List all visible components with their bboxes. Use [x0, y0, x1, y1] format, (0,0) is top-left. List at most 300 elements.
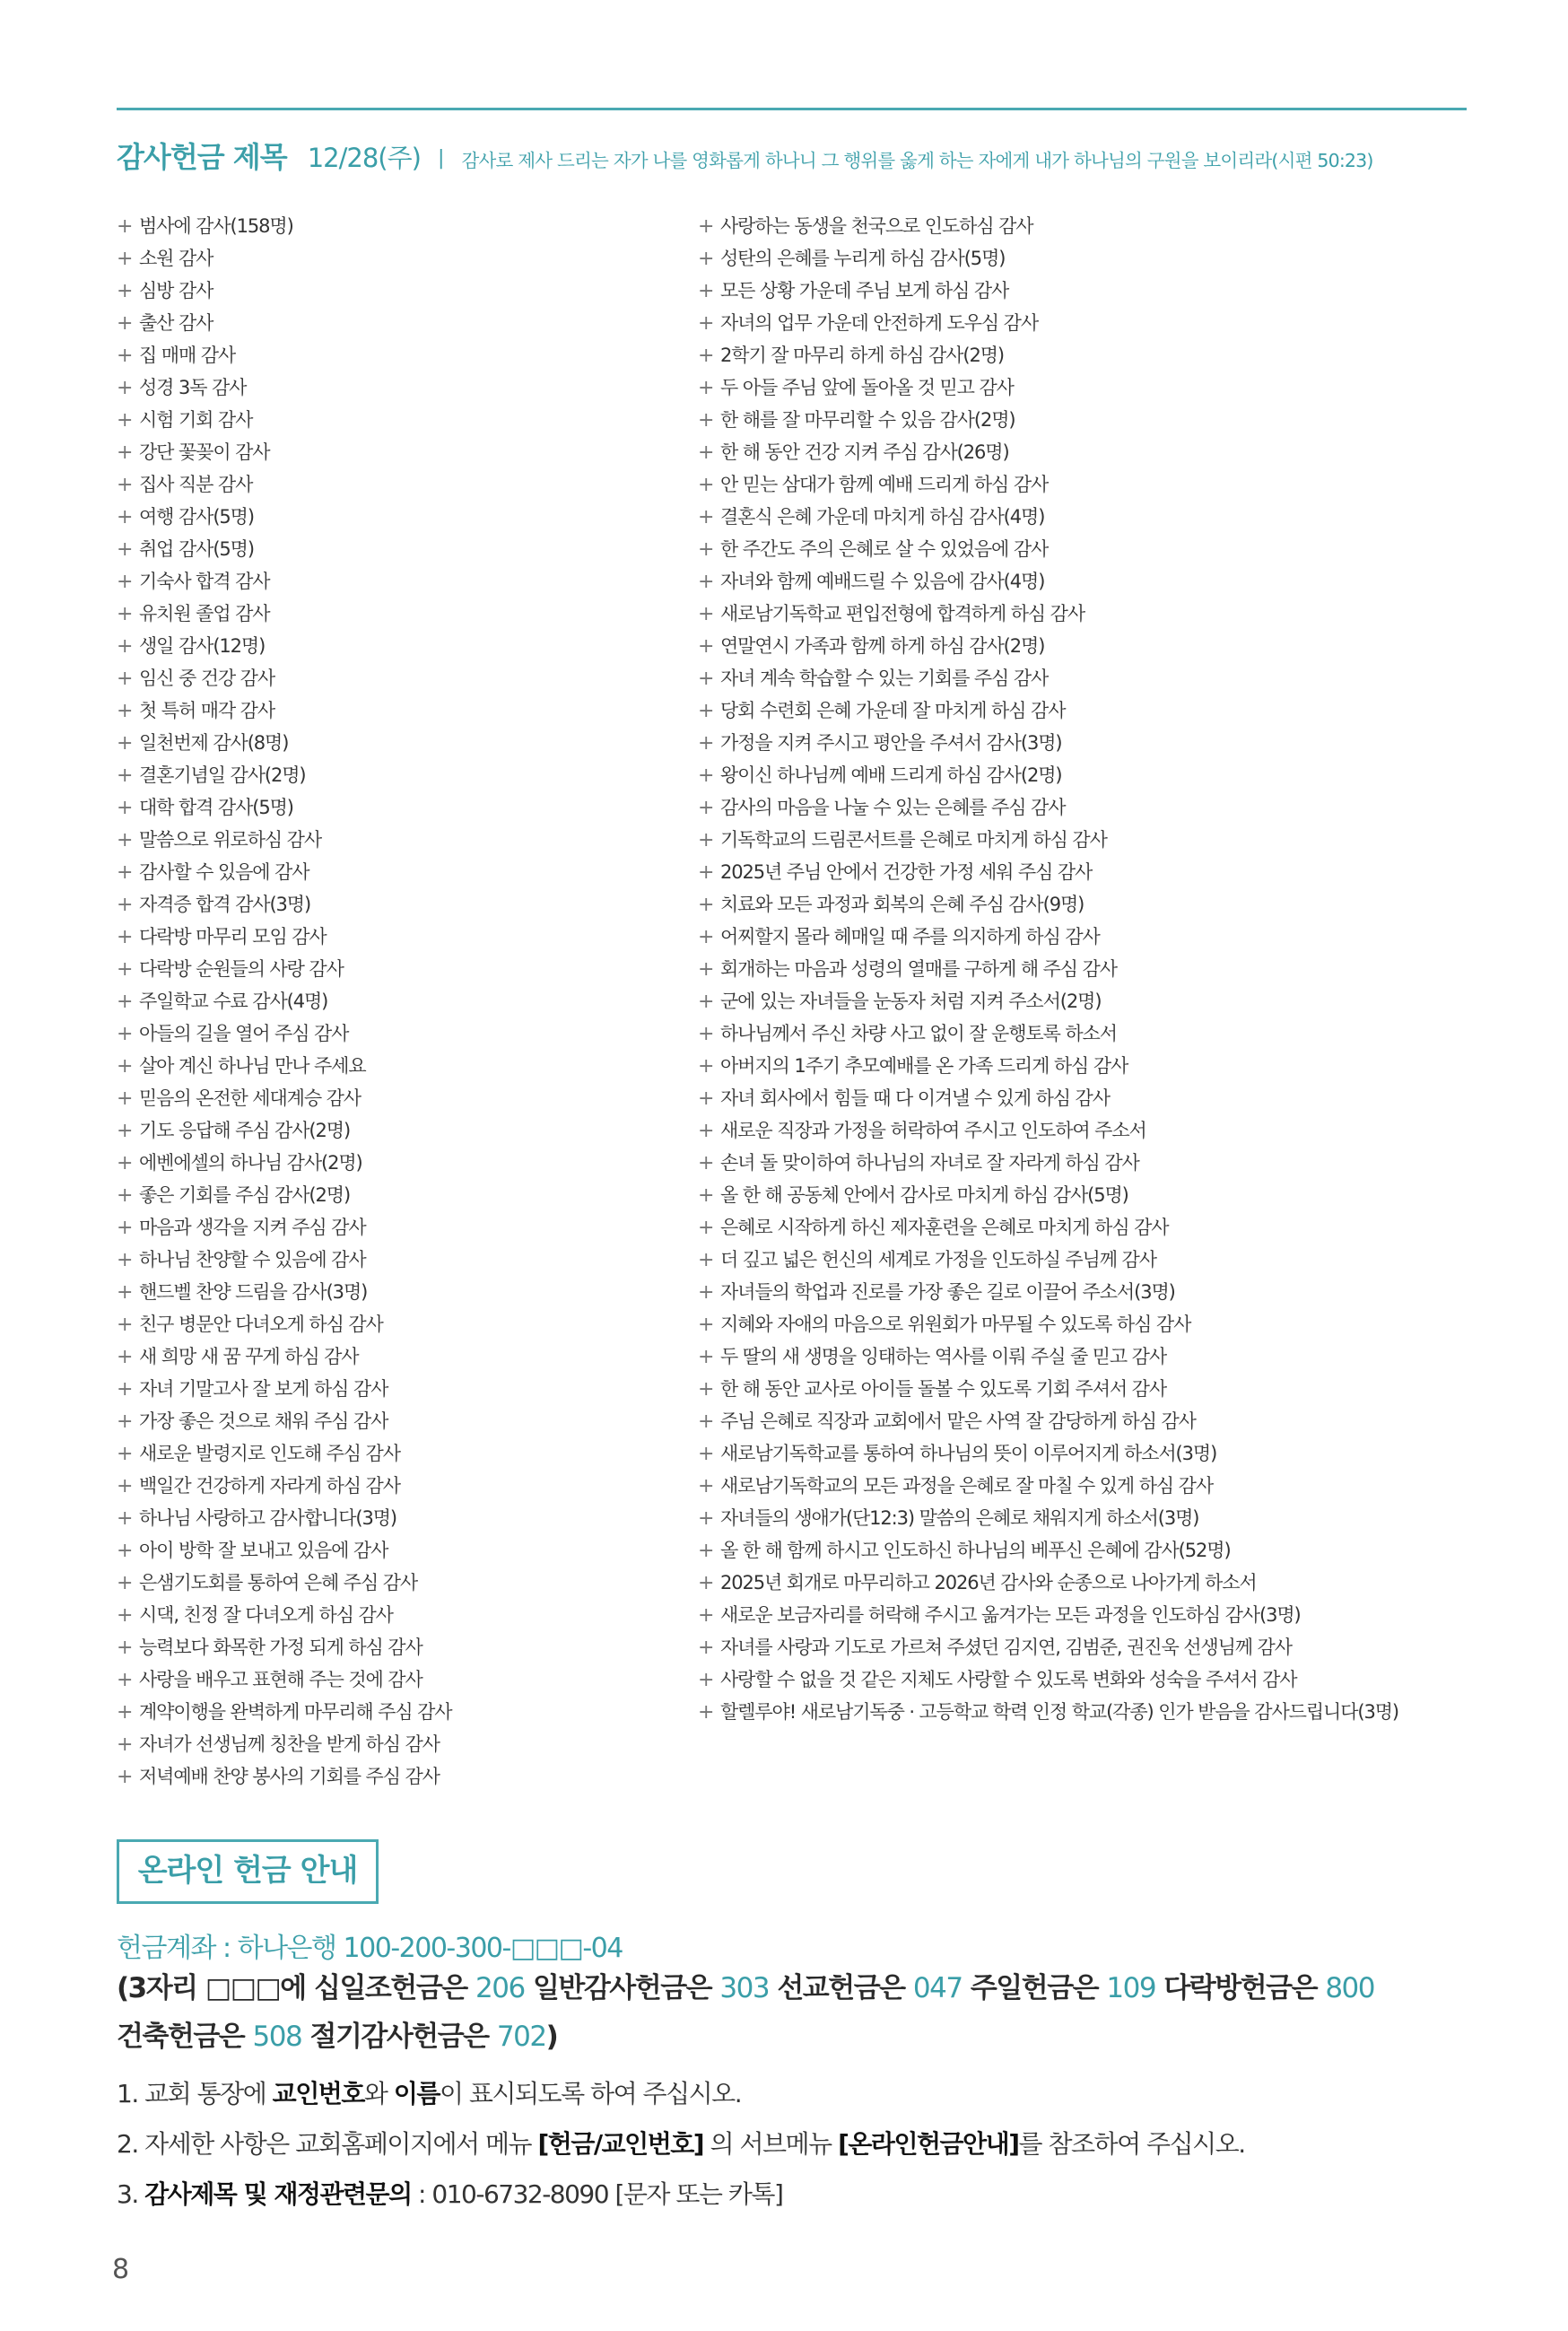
- plus-icon: +: [117, 991, 133, 1013]
- list-item: [117, 1114, 691, 1147]
- plus-icon: +: [117, 1217, 133, 1239]
- plus-icon: +: [698, 1443, 714, 1465]
- list-item: [117, 1599, 691, 1631]
- plus-icon: +: [117, 506, 133, 528]
- header-rule: [117, 108, 1467, 110]
- plus-icon: +: [698, 1669, 714, 1691]
- list-item: [698, 1082, 1487, 1114]
- offering-code-label: 다락방헌금은: [1155, 1972, 1326, 2004]
- list-item-text: 결혼기념일 감사(2명): [139, 764, 306, 786]
- plus-icon: +: [698, 894, 714, 916]
- note-text: 와: [363, 2079, 394, 2108]
- list-item: [117, 1696, 691, 1728]
- plus-icon: +: [698, 1378, 714, 1401]
- list-item: [698, 404, 1487, 436]
- list-item: [698, 565, 1487, 598]
- offering-codes-line-1: [117, 1965, 1516, 2005]
- list-item: [698, 436, 1487, 468]
- list-item-text: 다락방 마무리 모임 감사: [139, 926, 327, 947]
- note-text: 를 참조하여 주십시오.: [1018, 2129, 1245, 2159]
- list-item-text: 믿음의 온전한 세대계승 감사: [139, 1087, 361, 1109]
- list-item-text: 계약이행을 완벽하게 마무리해 주심 감사: [139, 1701, 452, 1723]
- plus-icon: +: [698, 280, 714, 302]
- list-item-text: 취업 감사(5명): [139, 538, 254, 560]
- list-item: [117, 468, 691, 501]
- plus-icon: +: [698, 345, 714, 367]
- offering-code: 047: [912, 1972, 963, 2004]
- list-item: [117, 1276, 691, 1308]
- list-item-text: 성탄의 은혜를 누리게 하심 감사(5명): [720, 248, 1006, 269]
- list-item: [117, 1728, 691, 1760]
- list-item: [117, 856, 691, 888]
- note-text: 1. 교회 통장에: [117, 2079, 273, 2108]
- list-item-text: 하나님 찬양할 수 있음에 감사: [139, 1249, 366, 1270]
- offering-code-label: 건축헌금은: [117, 2021, 253, 2053]
- plus-icon: +: [698, 635, 714, 658]
- list-item: [117, 791, 691, 824]
- list-item-text: 에벤에셀의 하나님 감사(2명): [139, 1152, 362, 1174]
- list-item: [117, 759, 691, 791]
- plus-icon: +: [698, 538, 714, 561]
- list-item-text: 사랑할 수 없을 것 같은 지체도 사랑할 수 있도록 변화와 성숙을 주셔서 감사: [720, 1669, 1297, 1690]
- plus-icon: +: [698, 409, 714, 432]
- offering-code-label: 절기감사헌금은: [301, 2021, 497, 2053]
- plus-icon: +: [698, 829, 714, 851]
- plus-icon: +: [117, 1023, 133, 1045]
- list-item: [117, 1502, 691, 1534]
- list-item: [698, 1502, 1487, 1534]
- note-emphasis: 교인번호: [272, 2079, 364, 2108]
- offering-notes: [117, 2069, 1245, 2220]
- list-item: [698, 1244, 1487, 1276]
- plus-icon: +: [698, 506, 714, 528]
- list-item-text: 새로운 보금자리를 허락해 주시고 옮겨가는 모든 과정을 인도하심 감사(3명): [720, 1604, 1301, 1626]
- list-item-text: 감사할 수 있음에 감사: [139, 861, 309, 883]
- list-item-text: 감사의 마음을 나눌 수 있는 은혜를 주심 감사: [720, 797, 1066, 818]
- list-item: [698, 1308, 1487, 1340]
- list-item-text: 회개하는 마음과 성령의 열매를 구하게 해 주심 감사: [720, 958, 1117, 980]
- plus-icon: +: [698, 1314, 714, 1336]
- plus-icon: +: [698, 1701, 714, 1724]
- list-item: [698, 1114, 1487, 1147]
- list-item-text: 유치원 졸업 감사: [139, 603, 270, 624]
- list-item-text: 2025년 회개로 마무리하고 2026년 감사와 순종으로 나아가게 하소서: [720, 1572, 1257, 1593]
- list-item-text: 모든 상황 가운데 주님 보게 하심 감사: [720, 280, 1009, 301]
- list-item-text: 새로남기독학교의 모든 과정을 은혜로 잘 마칠 수 있게 하심 감사: [720, 1475, 1214, 1497]
- plus-icon: +: [698, 474, 714, 496]
- list-item: [698, 1405, 1487, 1437]
- list-item: [698, 1631, 1487, 1663]
- list-item: [117, 275, 691, 307]
- list-item: [117, 630, 691, 662]
- plus-icon: +: [117, 1120, 133, 1142]
- list-item: [698, 1470, 1487, 1502]
- list-item-text: 자녀가 선생님께 칭찬을 받게 하심 감사: [139, 1733, 440, 1755]
- offering-code-label: (3자리 □□□에 십일조헌금은: [117, 1972, 475, 2004]
- list-item-text: 한 해를 잘 마무리할 수 있음 감사(2명): [720, 409, 1015, 431]
- list-item-text: 가장 좋은 것으로 채워 주심 감사: [139, 1410, 388, 1432]
- note-text: 2. 자세한 사항은 교회홈페이지에서 메뉴: [117, 2129, 538, 2159]
- offering-code: 109: [1106, 1972, 1156, 2004]
- list-item-text: 자녀들의 학업과 진로를 가장 좋은 길로 이끌어 주소서(3명): [720, 1281, 1175, 1303]
- plus-icon: +: [117, 861, 133, 884]
- list-item: [117, 888, 691, 921]
- list-item-text: 자녀들의 생애가(단12:3) 말씀의 은혜로 채워지게 하소서(3명): [720, 1507, 1199, 1529]
- plus-icon: +: [117, 635, 133, 658]
- note-emphasis: [온라인헌금안내]: [838, 2129, 1019, 2159]
- plus-icon: +: [698, 1637, 714, 1659]
- list-item-text: 새로운 발령지로 인도해 주심 감사: [139, 1443, 400, 1464]
- header-separator: |: [438, 147, 445, 170]
- list-item: [698, 1340, 1487, 1373]
- plus-icon: +: [698, 1572, 714, 1594]
- plus-icon: +: [698, 441, 714, 464]
- list-item-text: 자녀의 업무 가운데 안전하게 도우심 감사: [720, 312, 1039, 334]
- list-item-text: 시험 기회 감사: [139, 409, 253, 431]
- list-item: [117, 985, 691, 1017]
- list-item-text: 지혜와 자애의 마음으로 위원회가 마무될 수 있도록 하심 감사: [720, 1314, 1191, 1335]
- plus-icon: +: [698, 764, 714, 787]
- plus-icon: +: [117, 345, 133, 367]
- list-item: [117, 501, 691, 533]
- plus-icon: +: [117, 538, 133, 561]
- list-item: [117, 1340, 691, 1373]
- offering-code-label: 주일헌금은: [962, 1972, 1107, 2004]
- list-item-text: 아들의 길을 열어 주심 감사: [139, 1023, 349, 1044]
- plus-icon: +: [698, 1184, 714, 1207]
- list-item: [117, 1373, 691, 1405]
- list-item: [117, 598, 691, 630]
- offering-code-label: 선교헌금은: [769, 1972, 913, 2004]
- list-item-text: 할렐루야! 새로남기독중 · 고등학교 학력 인정 학교(각종) 인가 받음을 감사드립니다(3명): [720, 1701, 1399, 1723]
- note-emphasis: 이름: [393, 2079, 440, 2108]
- list-item-text: 강단 꽃꽂이 감사: [139, 441, 270, 463]
- plus-icon: +: [117, 1087, 133, 1110]
- list-item: [698, 630, 1487, 662]
- list-item: [117, 1534, 691, 1567]
- plus-icon: +: [698, 1087, 714, 1110]
- list-item: [698, 694, 1487, 727]
- plus-icon: +: [698, 215, 714, 238]
- plus-icon: +: [117, 1733, 133, 1756]
- bank-account: 헌금계좌 : 하나은행 100-200-300-□□□-04: [117, 1933, 623, 1964]
- list-item: [698, 791, 1487, 824]
- list-item: [117, 1147, 691, 1179]
- plus-icon: +: [117, 377, 133, 399]
- list-item: [698, 1663, 1487, 1696]
- list-item: [698, 1147, 1487, 1179]
- plus-icon: +: [698, 1410, 714, 1433]
- list-item-text: 가정을 지켜 주시고 평안을 주셔서 감사(3명): [720, 732, 1062, 754]
- plus-icon: +: [698, 991, 714, 1013]
- note-emphasis: [헌금/교인번호]: [537, 2129, 704, 2159]
- list-item-text: 핸드벨 찬양 드림을 감사(3명): [139, 1281, 368, 1303]
- offering-code: 508: [252, 2021, 302, 2053]
- list-item: [117, 1437, 691, 1470]
- offering-code: 206: [475, 1972, 525, 2004]
- list-item: [117, 307, 691, 339]
- plus-icon: +: [117, 571, 133, 593]
- note-text: 의 서브메뉴: [703, 2129, 839, 2159]
- offering-code: 702: [496, 2021, 546, 2053]
- list-item-text: 기숙사 합격 감사: [139, 571, 270, 592]
- plus-icon: +: [698, 1023, 714, 1045]
- plus-icon: +: [117, 1475, 133, 1497]
- list-item: [698, 1276, 1487, 1308]
- list-item: [117, 953, 691, 985]
- list-item: [117, 1211, 691, 1244]
- list-item-text: 손녀 돌 맞이하여 하나님의 자녀로 잘 자라게 하심 감사: [720, 1152, 1139, 1174]
- list-item: [698, 985, 1487, 1017]
- list-item: [698, 953, 1487, 985]
- plus-icon: +: [698, 926, 714, 948]
- list-item-text: 소원 감사: [139, 248, 213, 269]
- plus-icon: +: [117, 441, 133, 464]
- list-item-text: 더 깊고 넓은 헌신의 세계로 가정을 인도하실 주님께 감사: [720, 1249, 1156, 1270]
- plus-icon: +: [117, 700, 133, 722]
- plus-icon: +: [117, 1314, 133, 1336]
- plus-icon: +: [117, 829, 133, 851]
- section-header: [117, 135, 1480, 176]
- offering-codes-line-2: [117, 2013, 1516, 2054]
- list-item-text: 일천번제 감사(8명): [139, 732, 289, 754]
- thanks-list-left: [117, 210, 691, 1793]
- plus-icon: +: [698, 603, 714, 625]
- online-offering-title: 온라인 헌금 안내: [117, 1839, 379, 1904]
- offering-code: 800: [1325, 1972, 1374, 2004]
- plus-icon: +: [698, 700, 714, 722]
- list-item: [117, 242, 691, 275]
- plus-icon: +: [698, 1055, 714, 1078]
- list-item: [117, 1631, 691, 1663]
- list-item-text: 자녀를 사랑과 기도로 가르쳐 주셨던 김지연, 김범준, 권진욱 선생님께 감사: [720, 1637, 1292, 1658]
- list-item-text: 연말연시 가족과 함께 하게 하심 감사(2명): [720, 635, 1045, 657]
- plus-icon: +: [698, 312, 714, 335]
- plus-icon: +: [698, 248, 714, 270]
- list-item-text: 살아 계신 하나님 만나 주세요: [139, 1055, 366, 1077]
- list-item: [698, 1373, 1487, 1405]
- list-item: [698, 1179, 1487, 1211]
- list-item-text: 심방 감사: [139, 280, 213, 301]
- page-title: 감사헌금 제목: [117, 140, 287, 174]
- plus-icon: +: [698, 1475, 714, 1497]
- list-item-text: 범사에 감사(158명): [139, 215, 293, 237]
- plus-icon: +: [117, 1055, 133, 1078]
- list-item-text: 당회 수련회 은혜 가운데 잘 마치게 하심 감사: [720, 700, 1066, 721]
- list-item-text: 왕이신 하나님께 예배 드리게 하심 감사(2명): [720, 764, 1062, 786]
- list-item-text: 저녁예배 찬양 봉사의 기회를 주심 감사: [139, 1766, 440, 1787]
- list-item-text: 좋은 기회를 주심 감사(2명): [139, 1184, 351, 1206]
- plus-icon: +: [698, 571, 714, 593]
- list-item: [698, 662, 1487, 694]
- list-item: [698, 727, 1487, 759]
- plus-icon: +: [117, 1572, 133, 1594]
- list-item-text: 마음과 생각을 지켜 주심 감사: [139, 1217, 366, 1238]
- page-number: 8: [112, 2254, 130, 2285]
- plus-icon: +: [698, 797, 714, 819]
- list-item-text: 올 한 해 공동체 안에서 감사로 마치게 하심 감사(5명): [720, 1184, 1128, 1206]
- list-item: [698, 275, 1487, 307]
- plus-icon: +: [117, 732, 133, 755]
- service-date: 12/28(주): [307, 143, 421, 173]
- list-item: [698, 1211, 1487, 1244]
- plus-icon: +: [698, 1540, 714, 1562]
- list-item-text: 한 해 동안 건강 지켜 주심 감사(26명): [720, 441, 1009, 463]
- list-item-text: 백일간 건강하게 자라게 하심 감사: [139, 1475, 400, 1497]
- plus-icon: +: [698, 1507, 714, 1530]
- list-item-text: 성경 3독 감사: [139, 377, 247, 398]
- plus-icon: +: [117, 894, 133, 916]
- list-item: [698, 1534, 1487, 1567]
- plus-icon: +: [117, 1443, 133, 1465]
- plus-icon: +: [117, 474, 133, 496]
- list-item-text: 시댁, 친정 잘 다녀오게 하심 감사: [139, 1604, 393, 1626]
- list-item-text: 은혜로 시작하게 하신 제자훈련을 은혜로 마치게 하심 감사: [720, 1217, 1169, 1238]
- list-item-text: 기도 응답해 주심 감사(2명): [139, 1120, 351, 1141]
- note-text: : 010-6732-8090 [문자 또는 카톡]: [411, 2179, 783, 2209]
- list-item: [117, 210, 691, 242]
- plus-icon: +: [698, 1249, 714, 1271]
- plus-icon: +: [117, 1184, 133, 1207]
- list-item: [698, 824, 1487, 856]
- list-item-text: 주님 은혜로 직장과 교회에서 맡은 사역 잘 감당하게 하심 감사: [720, 1410, 1196, 1432]
- list-item-text: 여행 감사(5명): [139, 506, 254, 528]
- note-item: [117, 2119, 1245, 2169]
- plus-icon: +: [117, 603, 133, 625]
- list-item-text: 아버지의 1주기 추모예배를 온 가족 드리게 하심 감사: [720, 1055, 1128, 1077]
- plus-icon: +: [117, 1604, 133, 1627]
- list-item-text: 안 믿는 삼대가 함께 예배 드리게 하심 감사: [720, 474, 1049, 495]
- plus-icon: +: [698, 377, 714, 399]
- list-item-text: 생일 감사(12명): [139, 635, 266, 657]
- list-item-text: 능력보다 화목한 가정 되게 하심 감사: [139, 1637, 422, 1658]
- list-item: [698, 339, 1487, 371]
- list-item: [117, 921, 691, 953]
- list-item-text: 2025년 주님 안에서 건강한 가정 세워 주심 감사: [720, 861, 1093, 883]
- list-item: [698, 242, 1487, 275]
- list-item: [698, 468, 1487, 501]
- plus-icon: +: [117, 668, 133, 690]
- list-item: [117, 565, 691, 598]
- plus-icon: +: [698, 1152, 714, 1174]
- list-item: [117, 1663, 691, 1696]
- list-item-text: 출산 감사: [139, 312, 213, 334]
- list-item-text: 새로남기독학교 편입전형에 합격하게 하심 감사: [720, 603, 1085, 624]
- offering-code: 303: [719, 1972, 770, 2004]
- plus-icon: +: [117, 1249, 133, 1271]
- list-item-text: 하나님께서 주신 차량 사고 없이 잘 운행토록 하소서: [720, 1023, 1117, 1044]
- list-item: [698, 759, 1487, 791]
- list-item-text: 치료와 모든 과정과 회복의 은혜 주심 감사(9명): [720, 894, 1085, 915]
- list-item: [698, 1050, 1487, 1082]
- list-item-text: 집사 직분 감사: [139, 474, 253, 495]
- list-item-text: 군에 있는 자녀들을 눈동자 처럼 지켜 주소서(2명): [720, 991, 1102, 1012]
- list-item: [698, 1017, 1487, 1050]
- plus-icon: +: [117, 1507, 133, 1530]
- list-item-text: 올 한 해 함께 하시고 인도하신 하나님의 베푸신 은혜에 감사(52명): [720, 1540, 1231, 1561]
- plus-icon: +: [117, 1766, 133, 1788]
- list-item: [698, 1437, 1487, 1470]
- list-item-text: 하나님 사랑하고 감사합니다(3명): [139, 1507, 397, 1529]
- scripture-verse: 감사로 제사 드리는 자가 나를 영화롭게 하나니 그 행위를 옳게 하는 자에게 내가 하나님의 구원을 보이리라(시편 50:23): [461, 150, 1373, 171]
- plus-icon: +: [117, 958, 133, 981]
- list-item: [117, 1017, 691, 1050]
- list-item-text: 집 매매 감사: [139, 345, 236, 366]
- plus-icon: +: [698, 1346, 714, 1368]
- list-item: [698, 533, 1487, 565]
- list-item: [117, 436, 691, 468]
- list-item-text: 한 해 동안 교사로 아이들 돌볼 수 있도록 기회 주셔서 감사: [720, 1378, 1167, 1400]
- list-item-text: 주일학교 수료 감사(4명): [139, 991, 328, 1012]
- plus-icon: +: [698, 1604, 714, 1627]
- list-item: [698, 598, 1487, 630]
- list-item: [117, 1567, 691, 1599]
- list-item-text: 아이 방학 잘 보내고 있음에 감사: [139, 1540, 388, 1561]
- list-item: [117, 371, 691, 404]
- plus-icon: +: [117, 1540, 133, 1562]
- list-item: [698, 371, 1487, 404]
- list-item: [117, 662, 691, 694]
- list-item: [698, 1696, 1487, 1728]
- plus-icon: +: [698, 861, 714, 884]
- plus-icon: +: [117, 215, 133, 238]
- list-item-text: 자격증 합격 감사(3명): [139, 894, 311, 915]
- list-item: [698, 501, 1487, 533]
- plus-icon: +: [117, 1701, 133, 1724]
- plus-icon: +: [117, 1410, 133, 1433]
- list-item-text: 사랑하는 동생을 천국으로 인도하심 감사: [720, 215, 1033, 237]
- list-item-text: 새로남기독학교를 통하여 하나님의 뜻이 이루어지게 하소서(3명): [720, 1443, 1217, 1464]
- plus-icon: +: [117, 248, 133, 270]
- list-item: [698, 921, 1487, 953]
- list-item-text: 새로운 직장과 가정을 허락하여 주시고 인도하여 주소서: [720, 1120, 1146, 1141]
- list-item-text: 새 희망 새 꿈 꾸게 하심 감사: [139, 1346, 359, 1367]
- list-item-text: 사랑을 배우고 표현해 주는 것에 감사: [139, 1669, 422, 1690]
- plus-icon: +: [698, 958, 714, 981]
- plus-icon: +: [698, 732, 714, 755]
- thanks-list-right: [698, 210, 1487, 1728]
- plus-icon: +: [117, 409, 133, 432]
- plus-icon: +: [117, 1346, 133, 1368]
- offering-code-label: ): [545, 2021, 558, 2053]
- list-item: [117, 1050, 691, 1082]
- list-item-text: 두 딸의 새 생명을 잉태하는 역사를 이뤄 주실 줄 믿고 감사: [720, 1346, 1167, 1367]
- list-item: [698, 307, 1487, 339]
- plus-icon: +: [117, 312, 133, 335]
- list-item: [117, 824, 691, 856]
- list-item-text: 어찌할지 몰라 헤매일 때 주를 의지하게 하심 감사: [720, 926, 1100, 947]
- note-item: [117, 2169, 1245, 2220]
- list-item: [117, 404, 691, 436]
- list-item: [117, 1760, 691, 1793]
- list-item-text: 두 아들 주님 앞에 돌아올 것 믿고 감사: [720, 377, 1014, 398]
- plus-icon: +: [117, 1152, 133, 1174]
- list-item-text: 임신 중 건강 감사: [139, 668, 275, 689]
- note-emphasis: 감사제목 및 재정관련문의: [144, 2179, 412, 2209]
- list-item-text: 은샘기도회를 통하여 은혜 주심 감사: [139, 1572, 418, 1593]
- list-item-text: 자녀와 함께 예배드릴 수 있음에 감사(4명): [720, 571, 1045, 592]
- plus-icon: +: [117, 1637, 133, 1659]
- plus-icon: +: [117, 280, 133, 302]
- list-item: [117, 1179, 691, 1211]
- plus-icon: +: [698, 668, 714, 690]
- plus-icon: +: [698, 1281, 714, 1304]
- list-item: [117, 694, 691, 727]
- list-item-text: 기독학교의 드림콘서트를 은혜로 마치게 하심 감사: [720, 829, 1107, 851]
- list-item-text: 자녀 기말고사 잘 보게 하심 감사: [139, 1378, 388, 1400]
- list-item-text: 말씀으로 위로하심 감사: [139, 829, 322, 851]
- list-item: [117, 533, 691, 565]
